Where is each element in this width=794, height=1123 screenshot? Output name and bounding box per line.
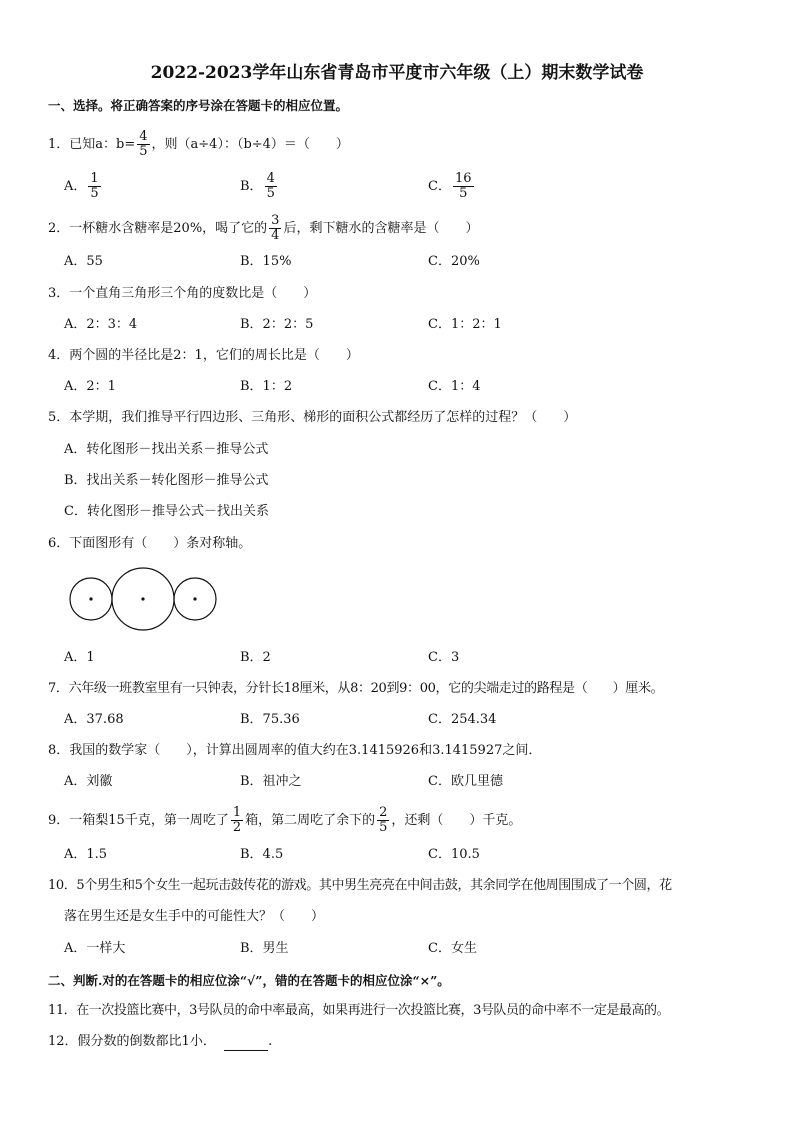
q7-option-c[interactable]: C．254.34 — [428, 712, 497, 727]
question-6: 6．下面图形有（ ）条对称轴。 — [48, 536, 252, 551]
section-2-heading: 二、判断.对的在答题卡的相应位涂“√”，错的在答题卡的相应位涂“×”。 — [48, 973, 450, 988]
q8-option-b[interactable]: B．祖冲之 — [240, 774, 302, 789]
q6-option-a[interactable]: A．1 — [64, 650, 95, 665]
q7-option-b[interactable]: B．75.36 — [240, 712, 300, 727]
q3-option-b[interactable]: B．2：2：5 — [240, 317, 314, 332]
center-dot-left — [89, 597, 92, 600]
center-dot-center — [141, 597, 144, 600]
q5-option-a[interactable]: A．转化图形－找出关系－推导公式 — [64, 442, 269, 457]
q9-option-b[interactable]: B．4.5 — [240, 847, 284, 862]
q3-option-c[interactable]: C．1：2：1 — [428, 317, 502, 332]
q8-option-c[interactable]: C．欧几里德 — [428, 774, 503, 789]
q4-option-a[interactable]: A．2：1 — [64, 379, 116, 394]
q5-option-b[interactable]: B．找出关系－转化图形－推导公式 — [64, 473, 269, 488]
q3-option-a[interactable]: A．2：3：4 — [64, 317, 138, 332]
q1-option-b[interactable]: B． $\frac{4}{5}$ — [240, 171, 275, 201]
q9-fraction-1: $\frac{1}{2}$ — [232, 805, 242, 835]
q9-fraction-2: $\frac{2}{5}$ — [379, 805, 388, 835]
q2-text-pre: 2．一杯糖水含糖率是20%，喝了它的 — [48, 221, 268, 236]
question-1 — [48, 130, 349, 159]
section-1-heading: 一、选择。将正确答案的序号涂在答题卡的相应位置。 — [48, 98, 349, 113]
question-12: 12．假分数的倒数都比1小． . — [48, 1034, 273, 1049]
q1-text-post: ，则（a÷4）：（b÷4）＝（ ） — [151, 137, 349, 152]
question-7: 7．六年级一班教室里有一只钟表，分针长18厘米，从8：20到9：00，它的尖端走过的路程是（ ）厘米。 — [48, 681, 664, 696]
q9-option-a[interactable]: A．1.5 — [64, 847, 108, 862]
q4-option-b[interactable]: B．1：2 — [240, 379, 293, 394]
q2-option-b[interactable]: B．15% — [240, 254, 292, 269]
question-9: 9．一箱梨15千克，第一周吃了 $\frac{1}{2}$ 箱，第二周吃了余下的 $\frac{2}{5}$ ，还剩（ ）千克。 — [48, 805, 522, 835]
question-11: 11．在一次投篮比赛中，3号队员的命中率最高，如果再进行一次投篮比赛，3号队员的命中率不一定是最高的。 — [48, 1003, 670, 1018]
q1-option-c[interactable]: C． $\frac{16}{5}$ — [428, 171, 472, 201]
q5-option-c[interactable]: C．转化图形－推导公式－找出关系 — [64, 504, 269, 519]
q8-option-a[interactable]: A．刘徽 — [64, 774, 113, 789]
three-circles-figure — [66, 565, 222, 635]
q4-option-c[interactable]: C．1：4 — [428, 379, 481, 394]
q1-fraction: $\frac{4}{5}$ — [139, 129, 148, 159]
q6-option-c[interactable]: C．3 — [428, 650, 460, 665]
center-dot-right — [193, 597, 196, 600]
q6-option-b[interactable]: B．2 — [240, 650, 271, 665]
question-5: 5．本学期，我们推导平行四边形、三角形、梯形的面积公式都经历了怎样的过程？（ ） — [48, 410, 577, 425]
q7-option-a[interactable]: A．37.68 — [64, 712, 124, 727]
question-3: 3．一个直角三角形三个角的度数比是（ ） — [48, 286, 317, 301]
question-4: 4．两个圆的半径比是2：1，它们的周长比是（ ） — [48, 348, 359, 363]
question-10-line-1: 10．5个男生和5个女生一起玩击鼓传花的游戏。其中男生亮亮在中间击鼓，其余同学在他周围围成了一个圆，花 — [48, 878, 672, 893]
question-10-line-2: 落在男生还是女生手中的可能性大？（ ） — [64, 909, 325, 924]
q9-option-c[interactable]: C．10.5 — [428, 847, 480, 862]
q10-option-b[interactable]: B．男生 — [240, 941, 289, 956]
q1-text-pre: 1．已知a：b= — [48, 137, 136, 152]
q2-option-a[interactable]: A．55 — [64, 254, 103, 269]
q12-answer-blank[interactable] — [224, 1050, 268, 1051]
q2-fraction: $\frac{3}{4}$ — [271, 213, 280, 243]
q1-option-a[interactable]: A． $\frac{1}{5}$ — [64, 171, 99, 201]
q2-text-post: 后，剩下糖水的含糖率是（ ） — [283, 221, 479, 236]
q10-option-c[interactable]: C．女生 — [428, 941, 477, 956]
q10-option-a[interactable]: A．一样大 — [64, 941, 126, 956]
page-title: 2022-2023学年山东省青岛市平度市六年级（上）期末数学试卷 — [150, 63, 644, 83]
question-8: 8．我国的数学家（ ），计算出圆周率的值大约在3.1415926和3.1415927之间． — [48, 743, 542, 758]
q2-option-c[interactable]: C．20% — [428, 254, 480, 269]
question-2 — [48, 214, 478, 243]
